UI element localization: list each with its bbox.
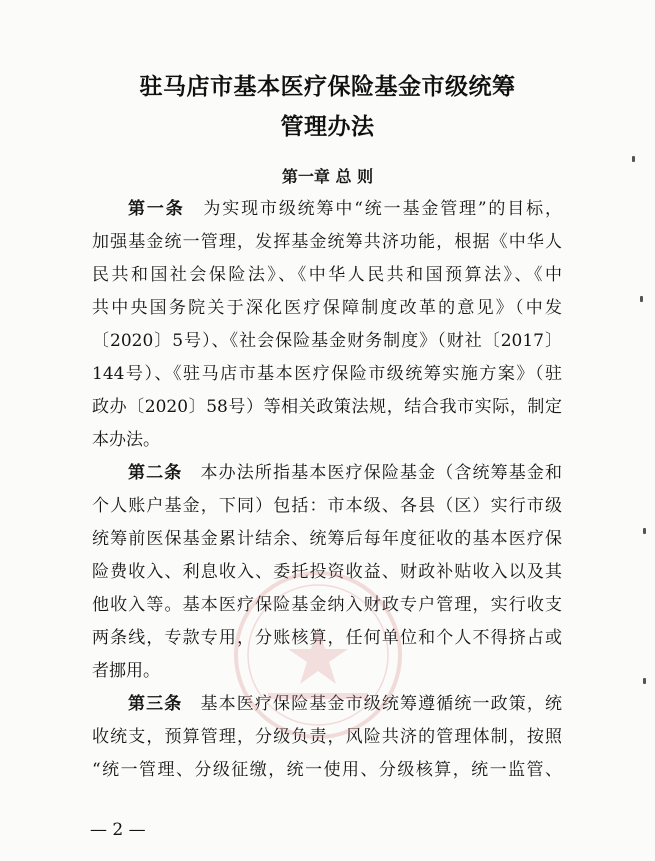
article-1-line-8: 本办法。 <box>92 430 160 450</box>
article-1-line-7: 政办〔2020〕58号）等相关政策法规，结合我市实际，制定 <box>92 397 562 417</box>
scan-speck <box>643 528 646 534</box>
article-2-text: 本办法所指基本医疗保险基金（含统筹基金和 <box>199 463 563 483</box>
article-2-line-6: 两条线，专款专用，分账核算，任何单位和个人不得挤占或 <box>92 628 562 648</box>
article-2-line-2: 个人账户基金，下同）包括：市本级、各县（区）实行市级 <box>92 496 562 516</box>
article-1-line-6: 144号）、《驻马店市基本医疗保险市级统筹实施方案》（驻 <box>92 364 562 384</box>
article-2-line-7: 者挪用。 <box>92 661 160 681</box>
scan-speck <box>632 156 635 162</box>
document-title-line-1: 驻马店市基本医疗保险基金市级统筹 <box>139 74 516 100</box>
official-seal-stamp <box>228 565 408 745</box>
page-number: — 2 — <box>90 820 146 840</box>
article-1-text: 为实现市级统筹中“统一基金管理”的目标， <box>201 199 562 219</box>
article-1-line-2: 加强基金统一管理，发挥基金统筹共济功能，根据《中华人 <box>92 232 562 252</box>
article-2-line-3: 统筹前医保基金累计结余、统筹后每年度征收的基本医疗保 <box>92 529 562 549</box>
article-3-label: 第三条 <box>128 694 183 714</box>
article-3-line-3: “统一管理、分级征缴，统一使用、分级核算，统一监管、 <box>92 760 562 780</box>
article-3-text: 基本医疗保险基金市级统筹遵循统一政策，统 <box>199 694 563 714</box>
article-1-line-5: 〔2020〕5号）、《社会保险基金财务制度》（财社〔2017〕 <box>92 331 562 351</box>
scan-speck <box>640 296 643 302</box>
chapter-heading: 第一章 总 则 <box>281 167 374 186</box>
article-1-label: 第一条 <box>128 199 185 219</box>
article-1-line-3: 民共和国社会保险法》、《中华人民共和国预算法》、《中 <box>92 265 562 285</box>
article-2-line-1 <box>128 465 562 482</box>
article-3-line-2: 收统支，预算管理，分级负责，风险共济的管理体制，按照 <box>92 727 562 747</box>
scan-speck <box>643 678 646 684</box>
document-title-line-2: 管理办法 <box>280 114 375 140</box>
article-1-line-1 <box>128 201 562 218</box>
article-1-line-4: 共中央国务院关于深化医疗保障制度改革的意见》（中发 <box>92 298 562 318</box>
article-2-label: 第二条 <box>128 463 183 483</box>
article-2-line-5: 他收入等。基本医疗保险基金纳入财政专户管理，实行收支 <box>92 595 562 615</box>
article-2-line-4: 险费收入、利息收入、委托投资收益、财政补贴收入以及其 <box>92 562 562 582</box>
